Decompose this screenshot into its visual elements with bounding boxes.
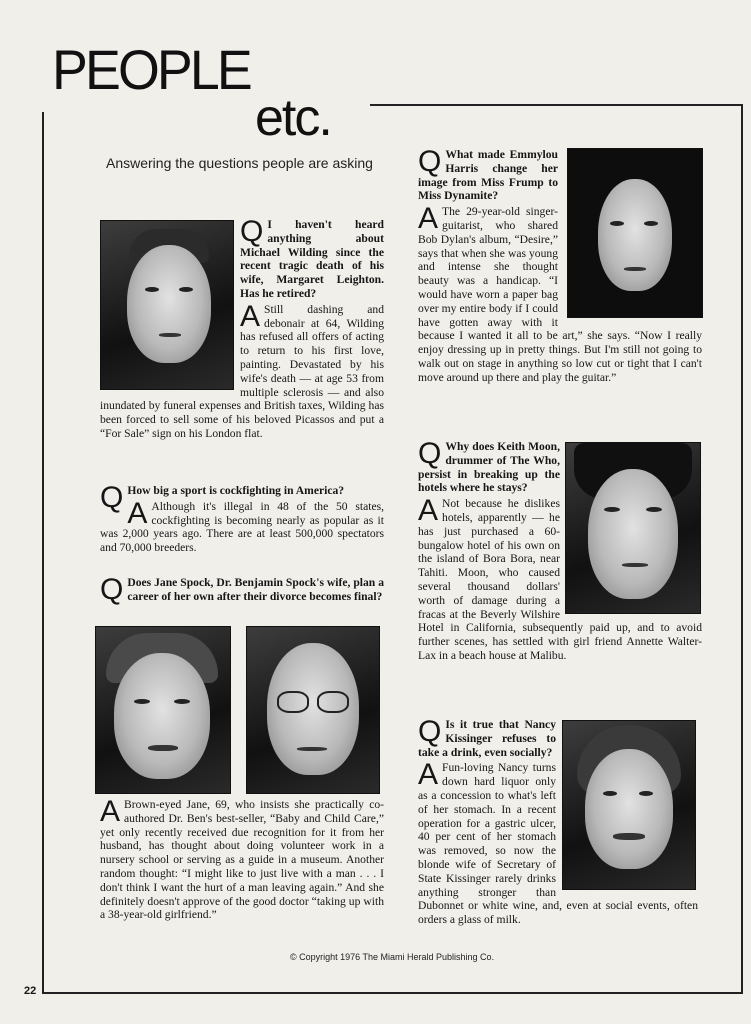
answer-text: A Although it's illegal in 48 of the 50 states, cockfighting is becoming nearly as popular as it was 2,000 years ago. There are at least 500,000 spectators and 70,000 breeders. — [100, 496, 384, 555]
question-text: Q Why does Keith Moon, drummer of The Who, persist in breaking up the hotels where he stays? — [418, 437, 560, 495]
frame-left-rule — [42, 112, 44, 994]
question-text: Q Is it true that Nancy Kissinger refuses to take a drink, even socially? — [418, 715, 556, 759]
qa-item — [418, 437, 702, 663]
a-letter: A — [418, 758, 439, 792]
section-subtitle: Answering the questions people are asking — [106, 155, 373, 171]
question-text: Q How big a sport is cockfighting in America? — [100, 481, 345, 514]
frame-right-rule — [741, 104, 743, 994]
answer-text: A Brown-eyed Jane, 69, who insists she practically co-authored Dr. Ben's best-seller, “Baby and Child Care,” yet only recently received due recognition for it from her husband, has thought about doing volunteer work in a nursery school or serving as a guide in a museum. Another random thought: “I might like to just live with a man . . . I don't think I want the hurt of a man leaving again.” And she definitely doesn't approve of the good doctor “taking up with a 38-year-old girlfriend.” — [100, 795, 384, 922]
question-text: Q I haven't heard anything about Michael Wilding since the recent tragic death of his wife, Margaret Leighton. Has he retired? — [240, 215, 384, 300]
q-letter: Q — [100, 481, 124, 514]
frame-bottom-rule — [42, 992, 743, 994]
masthead-title: PEOPLE — [52, 38, 250, 101]
answer-text: A Still dashing and debonair at 64, Wilding has refused all offers of acting to return to his first love, painting. Devastated by his wife's death — at age 53 from multiple sclerosis — and also inundated by funeral expenses and British taxes, Wilding has been forced to sell some of his beloved Picassos and put a “For Sale” sign on his London flat. — [100, 299, 384, 440]
question-text: Q Does Jane Spock, Dr. Benjamin Spock's wife, plan a career of her own after their divorce becomes final? — [100, 573, 384, 606]
q-letter: Q — [240, 215, 264, 248]
q-letter: Q — [100, 573, 124, 606]
frame-top-rule — [370, 104, 743, 106]
copyright-line: © Copyright 1976 The Miami Herald Publishing Co. — [290, 952, 495, 962]
answer-text: A Fun-loving Nancy turns down hard liquor only as a concession to what's left of her stomach. In a recent operation for a gastric ulcer, 40 per cent of her stomach was removed, so now the blonde wife of Secretary of State Kissinger rarely drinks anything stronger than Dubonnet or white wine, and, even at social events, often orders a glass of milk. — [418, 758, 698, 927]
q-letter: Q — [418, 437, 442, 470]
qa-item — [100, 573, 384, 606]
qa-item — [418, 715, 698, 927]
qa-item — [418, 145, 702, 385]
page-number: 22 — [24, 985, 37, 997]
answer-text: A The 29-year-old singer-guitarist, who shared Bob Dylan's album, “Desire,” says that when she was young and intense she thought beauty was a handicap. “I would have worn a paper bag over my entire body if I could have gotten away with it because I wanted it all to be art,” she says. “Now I really enjoy dressing up in pretty things. But I'm still not going to walk out on stage in anything so low cut or tight that I can't move around up there and play the guitar.” — [418, 202, 702, 384]
a-letter: A — [418, 202, 439, 236]
question-text: Q What made Emmylou Harris change her image from Miss Frump to Miss Dynamite? — [418, 145, 558, 203]
photo-benjamin-spock — [246, 626, 380, 794]
answer-text: A Not because he dislikes hotels, apparently — he has just purchased a 60-bungalow hotel of his own on the island of Bora Bora, near Tahiti. Moon, who caused several thousand dollars' worth of damage during a fracas at the Beverly Wilshire Hotel in California, subsequently paid up, and to avoid further scenes, has settled with girl friend Annette Walter-Lax in a beach house at Malibu. — [418, 494, 702, 662]
qa-item — [100, 215, 384, 441]
qa-item — [100, 481, 384, 555]
photo-jane-spock — [95, 626, 231, 794]
q-letter: Q — [418, 715, 442, 748]
a-letter: A — [418, 494, 439, 528]
a-letter: A — [127, 496, 148, 530]
a-letter: A — [100, 795, 121, 828]
q-letter: Q — [418, 145, 442, 178]
masthead-suffix: etc. — [255, 89, 331, 147]
a-letter: A — [240, 299, 261, 333]
